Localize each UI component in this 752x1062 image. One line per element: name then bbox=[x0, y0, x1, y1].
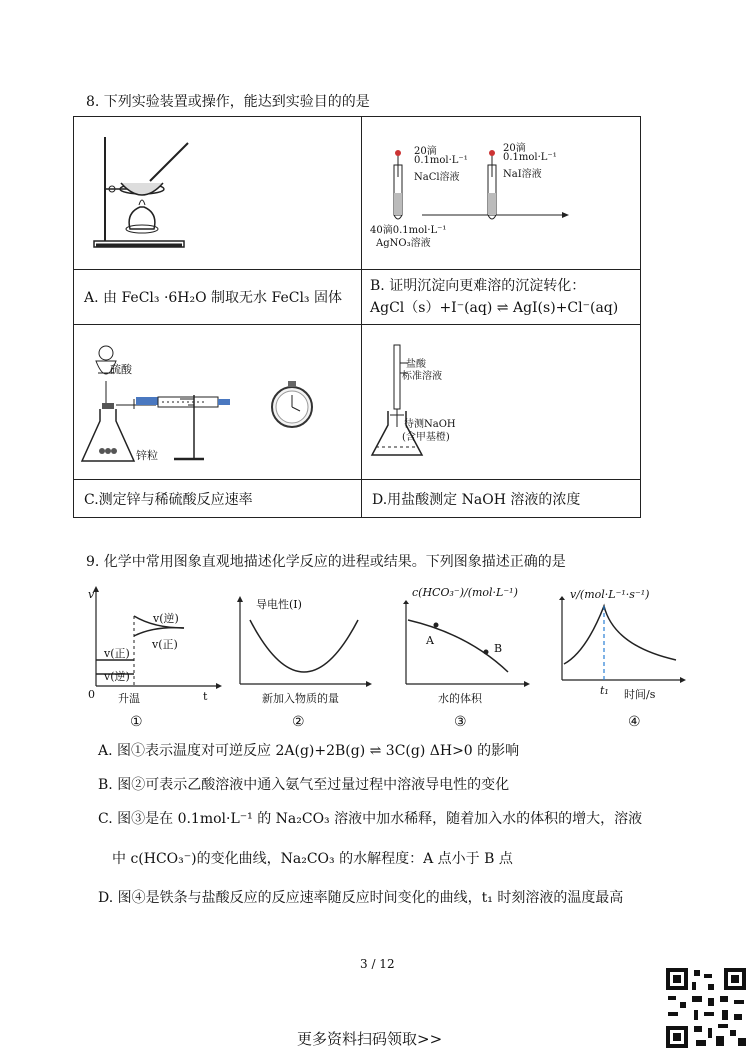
b-drop2-count: 20滴 bbox=[503, 143, 526, 154]
evaporation-apparatus-figure bbox=[74, 117, 362, 265]
g1-x-label: t bbox=[203, 690, 208, 703]
g4-number: ④ bbox=[628, 714, 641, 730]
g1-x-mark: 升温 bbox=[118, 692, 140, 705]
cell-b-figure bbox=[362, 117, 641, 270]
g1-rev-top: v(逆) bbox=[153, 612, 179, 625]
q8-apparatus-table bbox=[73, 116, 641, 518]
c-acid-label: 硫酸 bbox=[110, 363, 132, 376]
b-drop2-conc: 0.1mol·L⁻¹ bbox=[503, 152, 557, 163]
question-8-title: 8. 下列实验装置或操作，能达到实验目的的是 bbox=[86, 94, 370, 110]
g2-y-label: 导电性(I) bbox=[256, 598, 302, 611]
g1-fwd-low: v(正) bbox=[104, 647, 130, 660]
g2-x-label: 新加入物质的量 bbox=[262, 692, 339, 705]
g3-point-a: A bbox=[426, 634, 434, 647]
qr-code[interactable] bbox=[664, 966, 748, 1050]
b-base-sol: AgNO₃溶液 bbox=[376, 238, 431, 249]
d-acid-label1: 盐酸 bbox=[406, 359, 426, 370]
q9-option-b: B. 图②可表示乙酸溶液中通入氨气至过量过程中溶液导电性的变化 bbox=[98, 777, 510, 793]
g3-point-b: B bbox=[494, 642, 503, 655]
g1-y-label: v bbox=[88, 588, 95, 601]
question-9-title: 9. 化学中常用图象直观地描述化学反应的进程或结果。下列图象描述正确的是 bbox=[86, 554, 566, 570]
d-base-label2: (含甲基橙) bbox=[402, 432, 450, 443]
option-a-caption: A. 由 FeCl₃ ·6H₂O 制取无水 FeCl₃ 固体 bbox=[74, 270, 362, 325]
option-d-caption: D.用盐酸测定 NaOH 溶液的浓度 bbox=[362, 480, 641, 518]
g4-t1: t₁ bbox=[600, 684, 609, 697]
g2-number: ② bbox=[292, 714, 305, 730]
option-b-line2: AgCl（s）+I⁻(aq) ⇌ AgI(s)+Cl⁻(aq) bbox=[370, 300, 619, 316]
g1-number: ① bbox=[130, 714, 143, 730]
option-b-caption bbox=[362, 270, 641, 325]
page-number: 3 / 12 bbox=[360, 957, 395, 971]
q9-option-d: D. 图④是铁条与盐酸反应的反应速率随反应时间变化的曲线，t₁ 时刻溶液的温度最高 bbox=[98, 890, 624, 906]
graph-4-reaction-rate bbox=[556, 596, 686, 686]
g1-rev-low: v(逆) bbox=[104, 670, 130, 683]
g1-origin: 0 bbox=[88, 688, 95, 701]
more-resources-link[interactable]: 更多资料扫码领取>> bbox=[297, 1030, 443, 1048]
option-b-line1: B. 证明沉淀向更难溶的沉淀转化： bbox=[370, 278, 586, 294]
g4-x-label: 时间/s bbox=[624, 688, 656, 701]
g1-fwd-top: v(正) bbox=[152, 638, 178, 651]
q9-option-c-line2: 中 c(HCO₃⁻)的变化曲线，Na₂CO₃ 的水解程度：A 点小于 B 点 bbox=[112, 851, 513, 867]
titration-figure bbox=[362, 325, 641, 475]
q9-option-a: A. 图①表示温度对可逆反应 2A(g)+2B(g) ⇌ 3C(g) ΔH>0 的影响 bbox=[98, 743, 520, 759]
g4-y-label: v/(mol·L⁻¹·s⁻¹) bbox=[570, 588, 650, 601]
b-base-conc: 40滴0.1mol·L⁻¹ bbox=[370, 225, 447, 236]
graph-3-bicarbonate bbox=[398, 600, 530, 690]
cell-d-figure bbox=[362, 325, 641, 480]
cell-a-figure bbox=[74, 117, 362, 270]
graph-2-conductivity bbox=[232, 596, 372, 690]
c-zinc-label: 锌粒 bbox=[136, 449, 158, 462]
d-acid-label2: 标准溶液 bbox=[402, 371, 442, 382]
g3-number: ③ bbox=[454, 714, 467, 730]
b-drop2-sol: NaI溶液 bbox=[503, 169, 542, 180]
b-drop1-sol: NaCl溶液 bbox=[414, 172, 460, 183]
b-drop1-count: 20滴 bbox=[414, 146, 437, 157]
b-drop1-conc: 0.1mol·L⁻¹ bbox=[414, 155, 468, 166]
d-base-label1: 待测NaOH bbox=[404, 419, 456, 430]
option-c-caption: C.测定锌与稀硫酸反应速率 bbox=[74, 480, 362, 518]
cell-c-figure bbox=[74, 325, 362, 480]
q9-option-c-line1: C. 图③是在 0.1mol·L⁻¹ 的 Na₂CO₃ 溶液中加水稀释，随着加入水的体积的增大，溶液 bbox=[98, 811, 643, 827]
reaction-rate-apparatus-figure bbox=[74, 325, 362, 475]
g3-y-label: c(HCO₃⁻)/(mol·L⁻¹) bbox=[412, 586, 518, 599]
g3-x-label: 水的体积 bbox=[438, 692, 482, 705]
